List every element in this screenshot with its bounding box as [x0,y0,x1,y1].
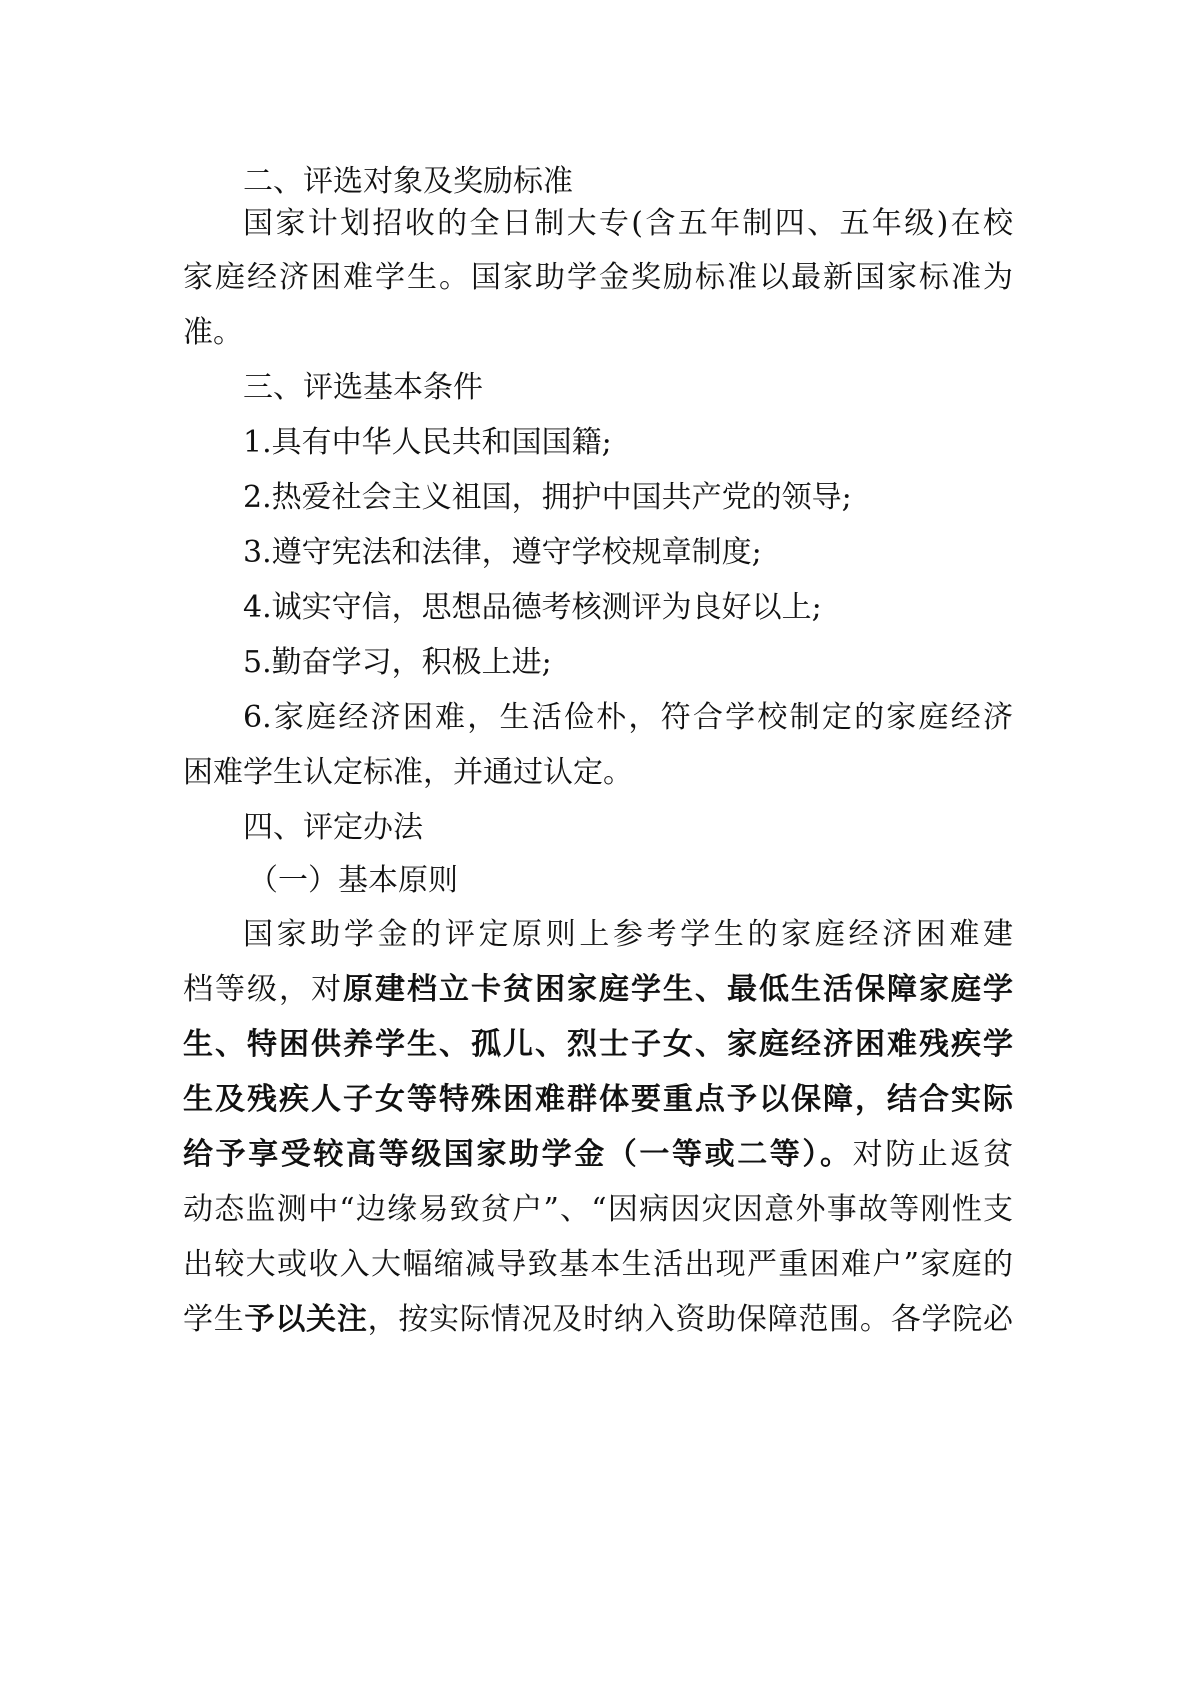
principle-line-7: 出较大或收入大幅缩减导致基本生活出现严重困难户”家庭的 [183,1247,1013,1282]
section-2-line-3: 准。 [183,315,243,350]
section-2-heading: 二、评选对象及奖励标准 [243,164,573,199]
section-4-heading: 四、评定办法 [243,810,423,845]
principle-line-6: 动态监测中“边缘易致贫户”、“因病因灾因意外事故等刚性支 [183,1192,1013,1227]
principle-line-8-bold: 予以关注 [244,1302,368,1337]
section-4-subheading: （一）基本原则 [248,863,458,898]
section-2-line-1: 国家计划招收的全日制大专(含五年制四、五年级)在校 [243,206,1013,241]
principle-line-3 [183,1021,1013,1069]
principle-line-4-bold: 生及残疾人子女等特殊困难群体要重点予以保障，结合实际 [183,1082,1013,1117]
principle-line-8-plain-a: 学生 [183,1302,245,1337]
section-2-line-2: 家庭经济困难学生。国家助学金奖励标准以最新国家标准为 [183,260,1013,295]
principle-line-8-plain-b: ，按实际情况及时纳入资助保障范围。各学院必 [367,1302,1013,1337]
condition-item-4: 4.诚实守信，思想品德考核测评为良好以上; [243,590,822,625]
condition-item-3: 3.遵守宪法和法律，遵守学校规章制度; [243,535,762,570]
principle-line-5 [183,1131,1013,1179]
principle-line-8 [183,1296,1013,1344]
principle-line-2 [183,966,1013,1014]
principle-line-5-plain: 对防止返贫 [852,1137,1013,1172]
condition-item-2: 2.热爱社会主义祖国，拥护中国共产党的领导; [243,480,852,515]
condition-item-6-line-2: 困难学生认定标准，并通过认定。 [183,755,633,790]
principle-line-4 [183,1076,1013,1124]
principle-line-3-bold: 生、特困供养学生、孤儿、烈士子女、家庭经济困难残疾学 [183,1027,1013,1062]
condition-item-5: 5.勤奋学习，积极上进; [243,645,552,680]
section-3-heading: 三、评选基本条件 [243,370,483,405]
condition-item-1: 1.具有中华人民共和国国籍; [243,425,612,460]
principle-line-2-bold: 原建档立卡贫困家庭学生、最低生活保障家庭学 [343,972,1013,1007]
principle-line-2-plain: 档等级，对 [183,972,343,1007]
principle-line-5-bold: 给予享受较高等级国家助学金（一等或二等）。 [183,1137,853,1172]
condition-item-6-line-1: 6.家庭经济困难，生活俭朴，符合学校制定的家庭经济 [243,700,1013,735]
principle-line-1: 国家助学金的评定原则上参考学生的家庭经济困难建 [243,917,1013,952]
